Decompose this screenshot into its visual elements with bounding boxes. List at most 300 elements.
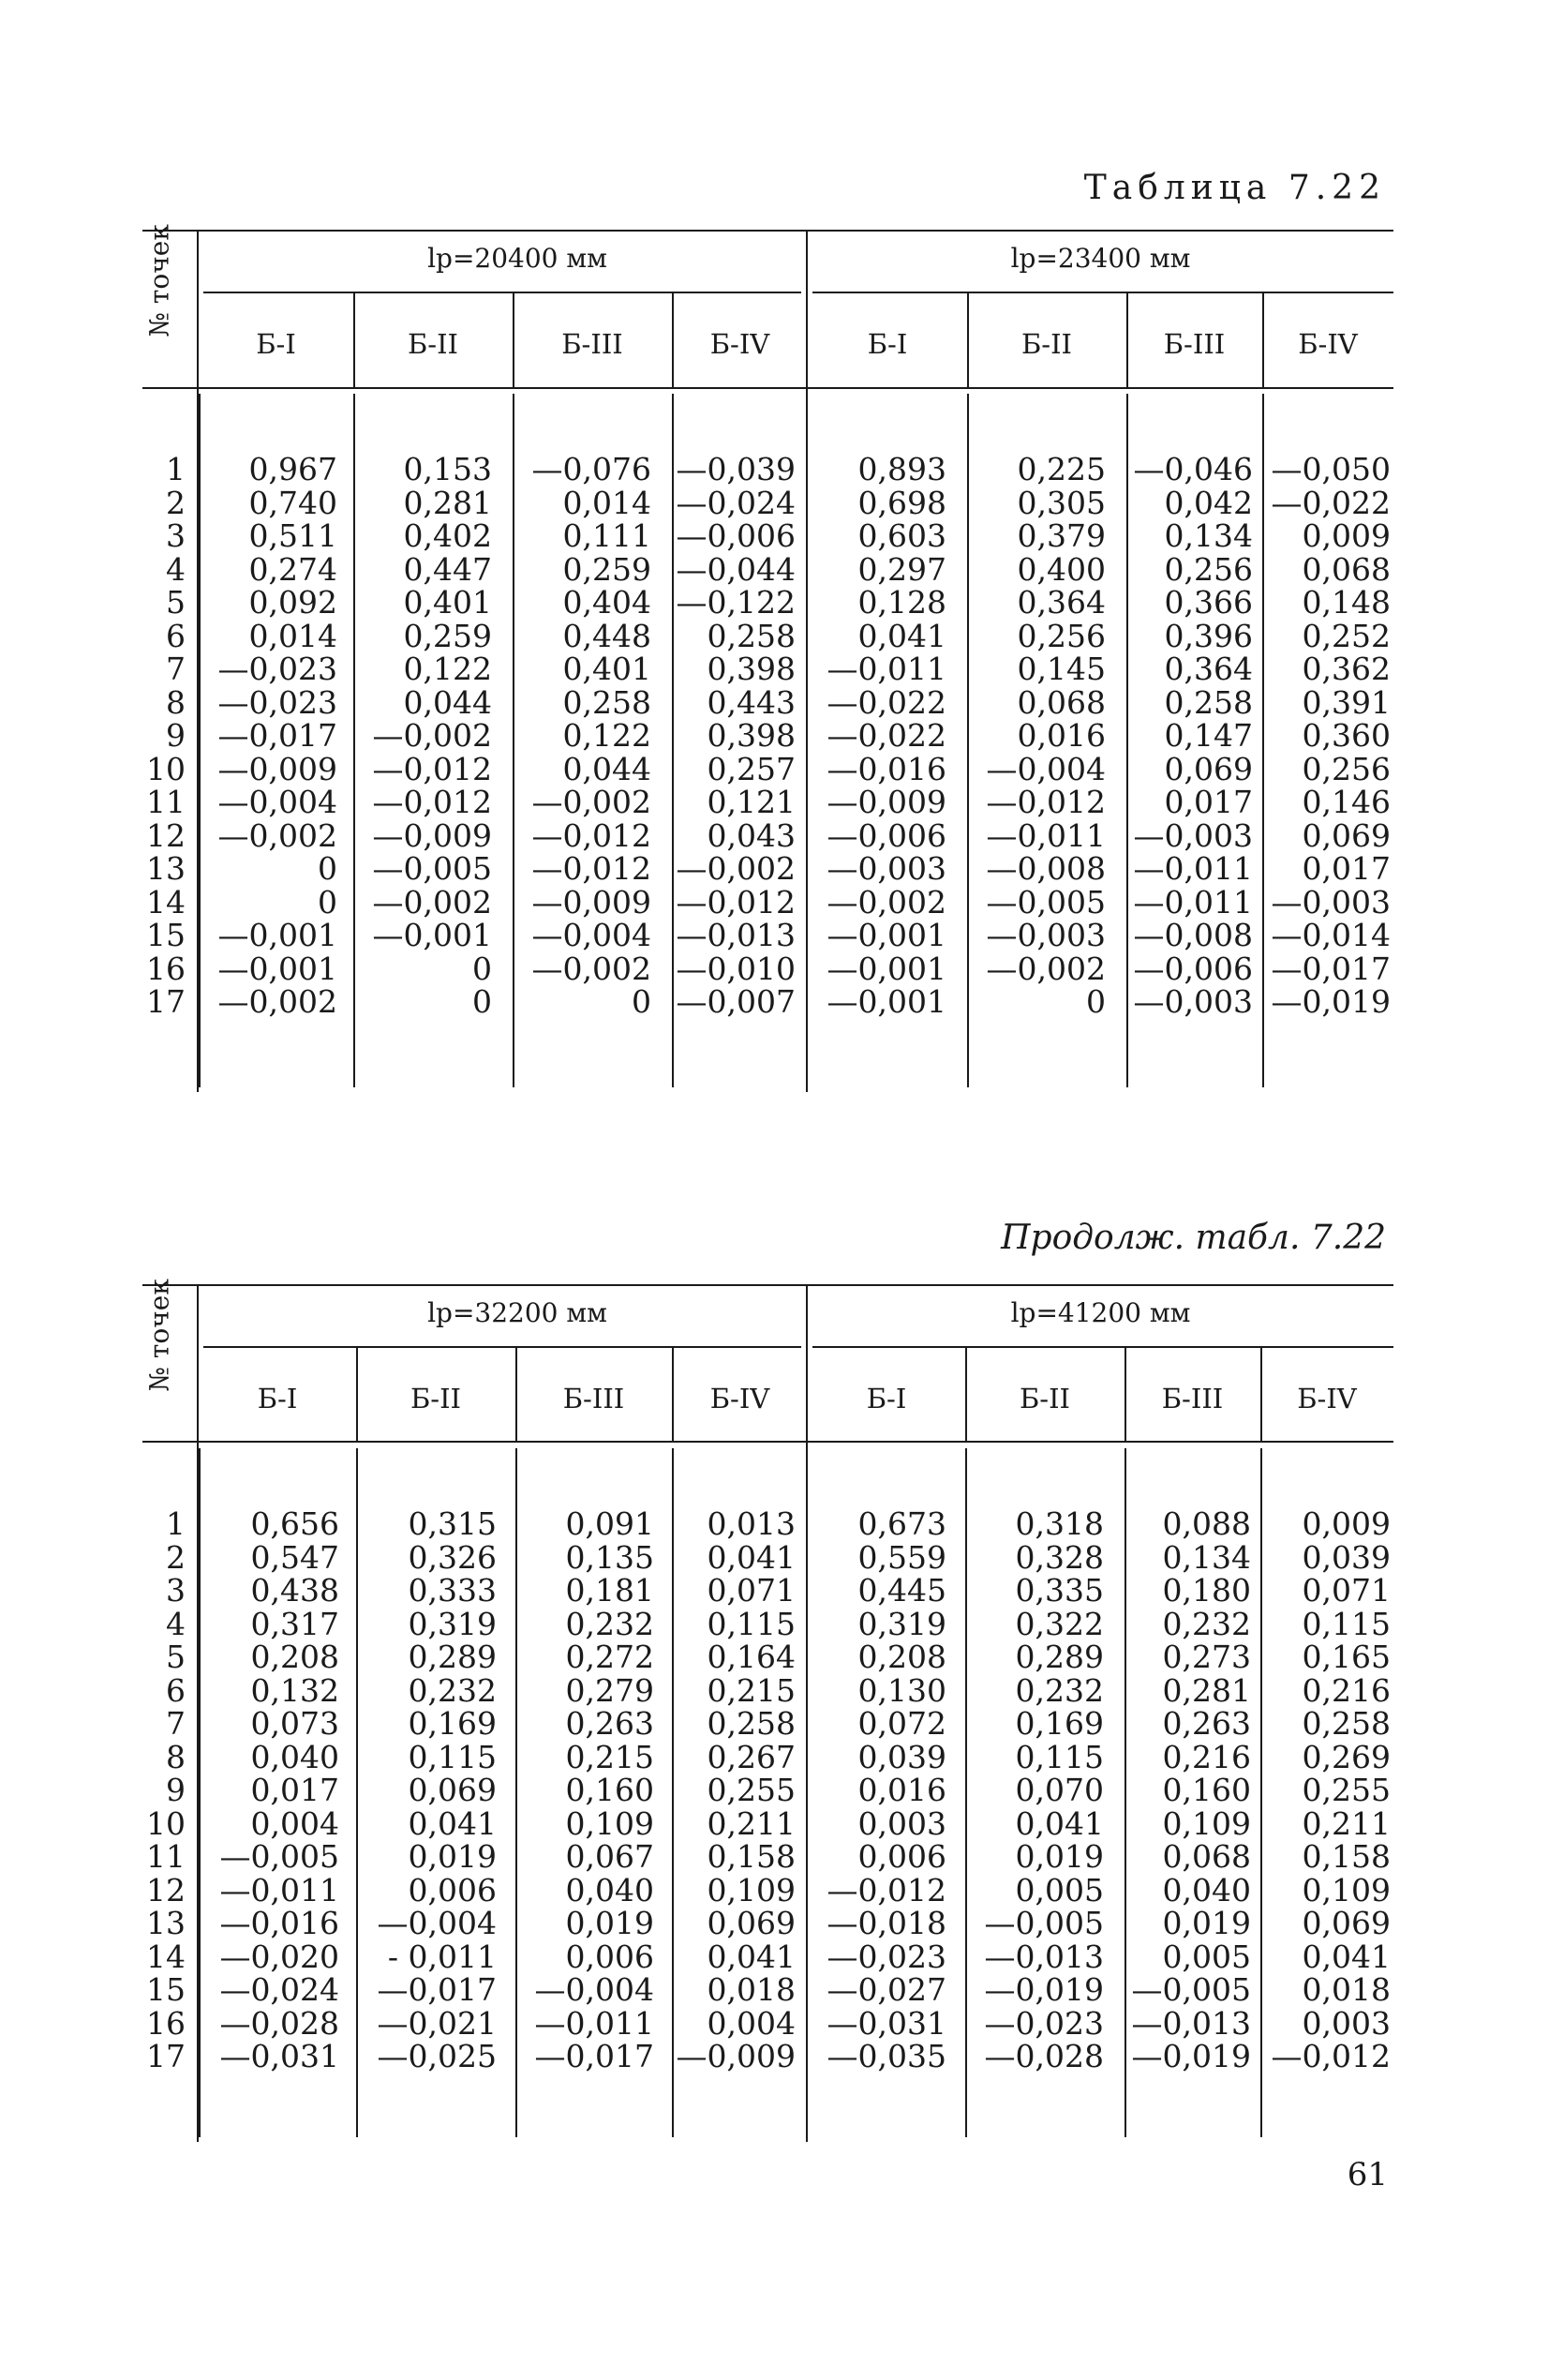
table-cell: —0,019 [1131, 2038, 1251, 2074]
table-cell: 0,404 [562, 584, 651, 621]
table-cell: —0,017 [1271, 950, 1391, 987]
table-cell: 0,232 [408, 1671, 497, 1709]
table-cell: 0,109 [1162, 1804, 1251, 1842]
value-column [199, 1507, 339, 2073]
table-cell: 0,017 [1164, 784, 1253, 820]
row-number: 3 [166, 1572, 186, 1609]
table-cell: —0,009 [676, 2038, 796, 2074]
table-cell: 0,893 [857, 451, 946, 487]
table-cell: 0,070 [1015, 1772, 1104, 1808]
table-cell: —0,013 [676, 917, 796, 953]
column-header: Б-II [410, 1383, 462, 1415]
table-cell: 0,326 [408, 1538, 497, 1576]
table-cell: 0,069 [408, 1772, 497, 1808]
table-cell: —0,002 [827, 883, 946, 921]
table-cell: —0,012 [372, 784, 492, 820]
row-number: 14 [146, 1938, 186, 1975]
table-cell: 0,040 [250, 1738, 339, 1775]
table-cell: —0,122 [676, 584, 796, 621]
table-cell: —0,002 [217, 983, 337, 1020]
value-column [513, 453, 651, 1019]
table-cell: 0,547 [250, 1538, 339, 1576]
table-cell: 0,400 [1017, 550, 1106, 588]
table-cell: 0,603 [857, 517, 946, 554]
table-cell: —0,011 [986, 816, 1106, 854]
table-cell: —0,002 [531, 784, 651, 820]
row-number: 1 [166, 1505, 186, 1542]
row-number: 7 [166, 651, 186, 687]
table-cell: 0,068 [1302, 550, 1391, 588]
table-cell: —0,016 [219, 1905, 339, 1941]
table-cell: 0,004 [250, 1804, 339, 1842]
row-number: 8 [166, 1738, 186, 1775]
table-caption: Таблица 7.22 [1083, 169, 1386, 207]
table-cell: 0,398 [707, 651, 796, 687]
table-cell: —0,005 [372, 850, 492, 887]
table-cell: 0,013 [707, 1505, 796, 1542]
table-cell: 0,003 [1302, 2004, 1391, 2042]
table-cell: 0,018 [1302, 1971, 1391, 2008]
table-cell: —0,022 [827, 717, 946, 754]
table-cell: —0,004 [986, 750, 1106, 787]
table-cell: 0,069 [1302, 1905, 1391, 1941]
table-cell: 0,256 [1302, 750, 1391, 787]
table-cell: —0,044 [676, 550, 796, 588]
table-cell: 0,122 [403, 651, 492, 687]
table-cell: 0,091 [565, 1505, 654, 1542]
table-cell: —0,003 [1271, 883, 1391, 921]
table-cell: 0,225 [1017, 451, 1106, 487]
table-cell: 0,180 [1162, 1572, 1251, 1609]
table-cell: 0,364 [1017, 584, 1106, 621]
table-cell: 0,258 [562, 683, 651, 721]
table-cell: —0,004 [217, 784, 337, 820]
row-number-column [142, 1507, 186, 2073]
table-cell: 0,069 [707, 1905, 796, 1941]
data-table [142, 224, 1393, 1092]
table-cell: —0,002 [372, 717, 492, 754]
row-number: 6 [166, 1671, 186, 1709]
table-cell: 0,016 [857, 1772, 946, 1808]
group-header: lр=32200 мм [427, 1297, 607, 1328]
table-cell: —0,001 [217, 950, 337, 987]
table-cell: 0,005 [1015, 1871, 1104, 1908]
table-cell: 0,396 [1164, 617, 1253, 654]
table-cell: 0 [472, 950, 492, 987]
column-header: Б-I [257, 1383, 298, 1415]
table-cell: 0,315 [408, 1505, 497, 1542]
table-cell: 0,115 [408, 1738, 497, 1775]
table-cell: —0,002 [986, 950, 1106, 987]
row-number: 15 [146, 917, 186, 953]
table-cell: 0,398 [707, 717, 796, 754]
table-cell: —0,035 [827, 2038, 946, 2074]
table-cell: 0,043 [707, 816, 796, 854]
table-cell: 0,160 [1162, 1772, 1251, 1808]
row-number: 9 [166, 1772, 186, 1808]
table-cell: 0,273 [1162, 1639, 1251, 1675]
table-cell: 0,148 [1302, 584, 1391, 621]
row-number: 6 [166, 617, 186, 654]
column-header: Б-IV [709, 328, 770, 360]
table-cell: 0,215 [707, 1671, 796, 1709]
table-cell: 0,153 [403, 451, 492, 487]
table-cell: —0,006 [676, 517, 796, 554]
table-cell: 0,274 [248, 550, 337, 588]
table-cell: 0,211 [1302, 1804, 1391, 1842]
table-cell: —0,011 [219, 1871, 339, 1908]
table-cell: —0,007 [676, 983, 796, 1020]
table-cell: 0,208 [857, 1639, 946, 1675]
table-cell: 0,040 [565, 1871, 654, 1908]
table-cell: 0,019 [1015, 1838, 1104, 1875]
column-header: Б-IV [1298, 328, 1358, 360]
value-column [1262, 453, 1391, 1019]
table-cell: —0,005 [986, 883, 1106, 921]
table-cell: 0,132 [250, 1671, 339, 1709]
table-cell: —0,002 [372, 883, 492, 921]
table-cell: —0,025 [377, 2038, 497, 2074]
table-cell: 0,259 [403, 617, 492, 654]
table-cell: 0,006 [408, 1871, 497, 1908]
table-cell: —0,003 [1133, 816, 1253, 854]
table-cell: 0,258 [1164, 683, 1253, 721]
row-number: 11 [146, 784, 186, 820]
table-cell: —0,022 [1271, 484, 1391, 521]
table-cell: 0,005 [1162, 1938, 1251, 1975]
table-cell: 0,018 [707, 1971, 796, 2008]
table-cell: 0,673 [857, 1505, 946, 1542]
row-header: № точек [143, 224, 175, 337]
column-header: Б-I [256, 328, 296, 360]
table-cell: 0,004 [707, 2004, 796, 2042]
table-cell: 0,215 [565, 1738, 654, 1775]
table-cell: 0,445 [857, 1572, 946, 1609]
row-number: 2 [166, 484, 186, 521]
table-cell: 0,146 [1302, 784, 1391, 820]
table-cell: —0,009 [827, 784, 946, 820]
table-cell: 0,232 [565, 1605, 654, 1642]
table-cell: 0,208 [250, 1639, 339, 1675]
table-cell: —0,013 [1131, 2004, 1251, 2042]
table-cell: 0,443 [707, 683, 796, 721]
table-cell: —0,008 [1133, 917, 1253, 953]
table-cell: 0,115 [1302, 1605, 1391, 1642]
table-cell: 0,362 [1302, 651, 1391, 687]
table-cell: —0,017 [534, 2038, 654, 2074]
table-cell: 0,252 [1302, 617, 1391, 654]
row-number: 9 [166, 717, 186, 754]
table-cell: —0,011 [1133, 883, 1253, 921]
table-cell: 0,257 [707, 750, 796, 787]
table-cell: 0 [318, 850, 337, 887]
table-cell: 0,259 [562, 550, 651, 588]
data-table [142, 1279, 1393, 2142]
column-header: Б-III [1163, 328, 1226, 360]
table-cell: 0,006 [857, 1838, 946, 1875]
table-cell: 0,169 [1015, 1705, 1104, 1742]
table-cell: —0,012 [372, 750, 492, 787]
table-cell: 0,109 [707, 1871, 796, 1908]
row-header: № точек [143, 1279, 175, 1392]
table-cell: —0,011 [1133, 850, 1253, 887]
table-cell: 0,211 [707, 1804, 796, 1842]
table-cell: 0,232 [1015, 1671, 1104, 1709]
table-cell: 0,289 [408, 1639, 497, 1675]
table-cell: 0,019 [1162, 1905, 1251, 1941]
table-cell: —0,005 [984, 1905, 1104, 1941]
table-cell: —0,003 [1133, 983, 1253, 1020]
row-number: 7 [166, 1705, 186, 1742]
row-number: 2 [166, 1538, 186, 1576]
table-cell: 0,297 [857, 550, 946, 588]
table-cell: 0,128 [857, 584, 946, 621]
table-cell: —0,001 [217, 917, 337, 953]
table-cell: 0,122 [562, 717, 651, 754]
row-number: 13 [146, 1905, 186, 1941]
table-cell: 0,698 [857, 484, 946, 521]
table-cell: —0,017 [217, 717, 337, 754]
table-cell: —0,012 [531, 816, 651, 854]
row-number: 10 [146, 1804, 186, 1842]
table-cell: 0,401 [562, 651, 651, 687]
table-cell: 0,269 [1302, 1738, 1391, 1775]
value-column [1260, 1507, 1391, 2073]
column-header: Б-II [1020, 328, 1073, 360]
row-number: 3 [166, 517, 186, 554]
table-cell: —0,005 [1131, 1971, 1251, 2008]
table-cell: 0,071 [707, 1572, 796, 1609]
value-column [808, 1507, 946, 2073]
table-cell: 0,364 [1164, 651, 1253, 687]
column-header: Б-I [867, 328, 908, 360]
row-number: 10 [146, 750, 186, 787]
table-cell: 0,258 [1302, 1705, 1391, 1742]
table-cell: 0,164 [707, 1639, 796, 1675]
table-cell: —0,005 [219, 1838, 339, 1875]
table-cell: 0,111 [562, 517, 651, 554]
table-cell: 0,039 [857, 1738, 946, 1775]
table-cell: 0,511 [248, 517, 337, 554]
table-cell: 0,109 [1302, 1871, 1391, 1908]
table-cell: —0,016 [827, 750, 946, 787]
table-cell: 0,016 [1017, 717, 1106, 754]
row-number: 15 [146, 1971, 186, 2008]
table-cell: 0,319 [857, 1605, 946, 1642]
table-cell: 0,379 [1017, 517, 1106, 554]
row-number: 4 [166, 1605, 186, 1642]
table-cell: —0,027 [827, 1971, 946, 2008]
table-cell: 0,145 [1017, 651, 1106, 687]
table-cell: —0,046 [1133, 451, 1253, 487]
row-number-column [142, 453, 186, 1019]
table-cell: 0,003 [857, 1804, 946, 1842]
table-cell: 0,335 [1015, 1572, 1104, 1609]
table-cell: —0,023 [217, 683, 337, 721]
table-cell: 0,134 [1164, 517, 1253, 554]
table-cell: 0,042 [1164, 484, 1253, 521]
table-cell: 0,115 [707, 1605, 796, 1642]
table-cell: 0,121 [707, 784, 796, 820]
value-column [353, 453, 492, 1019]
value-column [1125, 1507, 1251, 2073]
table-cell: 0,448 [562, 617, 651, 654]
value-column [672, 453, 796, 1019]
column-header: Б-II [407, 328, 459, 360]
table-cell: 0,041 [857, 617, 946, 654]
table-cell: 0 [1086, 983, 1106, 1020]
table-cell: 0,263 [565, 1705, 654, 1742]
table-cell: 0,317 [250, 1605, 339, 1642]
table-cell: 0,158 [1302, 1838, 1391, 1875]
table-cell: —0,002 [531, 950, 651, 987]
table-cell: 0,263 [1162, 1705, 1251, 1742]
table-cell: —0,011 [534, 2004, 654, 2042]
group-header: lр=41200 мм [1010, 1297, 1191, 1328]
table-cell: 0,559 [857, 1538, 946, 1576]
table-cell: 0,019 [408, 1838, 497, 1875]
table-cell: —0,009 [217, 750, 337, 787]
table-caption: Продолж. табл. 7.22 [1001, 1219, 1386, 1257]
column-header: Б-III [1161, 1383, 1224, 1415]
table-cell: 0,258 [707, 1705, 796, 1742]
table-cell: —0,021 [377, 2004, 497, 2042]
table-cell: 0,279 [565, 1671, 654, 1709]
table-cell: —0,006 [1133, 950, 1253, 987]
row-number: 5 [166, 1639, 186, 1675]
table-cell: 0,318 [1015, 1505, 1104, 1542]
table-cell: 0,281 [1162, 1671, 1251, 1709]
table-cell: 0,017 [1302, 850, 1391, 887]
row-number: 8 [166, 683, 186, 721]
table-cell: —0,011 [827, 651, 946, 687]
table-cell: 0,967 [248, 451, 337, 487]
table-cell: 0,130 [857, 1671, 946, 1709]
table-cell: - 0,011 [387, 1938, 497, 1975]
table-cell: 0,169 [408, 1705, 497, 1742]
table-cell: —0,010 [676, 950, 796, 987]
table-cell: 0,402 [403, 517, 492, 554]
table-cell: 0,009 [1302, 1505, 1391, 1542]
column-header: Б-III [561, 328, 623, 360]
table-cell: —0,004 [531, 917, 651, 953]
table-cell: 0,333 [408, 1572, 497, 1609]
table-cell: 0,041 [408, 1804, 497, 1842]
row-number: 17 [146, 2038, 186, 2074]
column-header: Б-IV [709, 1383, 770, 1415]
value-column [1126, 453, 1253, 1019]
table-cell: 0,092 [248, 584, 337, 621]
group-header: lр=23400 мм [1010, 243, 1191, 274]
table-cell: 0,258 [707, 617, 796, 654]
table-cell: —0,028 [984, 2038, 1104, 2074]
value-column [199, 453, 337, 1019]
table-cell: —0,004 [534, 1971, 654, 2008]
table-cell: 0,256 [1164, 550, 1253, 588]
table-cell: 0,328 [1015, 1538, 1104, 1576]
table-cell: —0,001 [827, 917, 946, 953]
table-cell: —0,019 [1271, 983, 1391, 1020]
table-cell: 0,109 [565, 1804, 654, 1842]
table-cell: —0,018 [827, 1905, 946, 1941]
table-cell: —0,002 [217, 816, 337, 854]
value-column [967, 453, 1106, 1019]
row-number: 12 [146, 1871, 186, 1908]
row-number: 17 [146, 983, 186, 1020]
table-cell: —0,003 [986, 917, 1106, 953]
table-cell: 0,071 [1302, 1572, 1391, 1609]
table-cell: 0,438 [250, 1572, 339, 1609]
row-number: 1 [166, 451, 186, 487]
table-cell: 0,014 [562, 484, 651, 521]
table-cell: 0,267 [707, 1738, 796, 1775]
table-cell: 0,181 [565, 1572, 654, 1609]
table-cell: 0,068 [1017, 683, 1106, 721]
table-cell: 0,069 [1302, 816, 1391, 854]
table-cell: 0,041 [1015, 1804, 1104, 1842]
table-cell: 0,134 [1162, 1538, 1251, 1576]
table-cell: 0,115 [1015, 1738, 1104, 1775]
table-cell: —0,023 [217, 651, 337, 687]
table-cell: 0,305 [1017, 484, 1106, 521]
table-cell: 0,740 [248, 484, 337, 521]
table-cell: —0,076 [531, 451, 651, 487]
table-cell: —0,031 [827, 2004, 946, 2042]
table-cell: 0,165 [1302, 1639, 1391, 1675]
table-cell: —0,001 [827, 950, 946, 987]
row-number: 12 [146, 816, 186, 854]
table-cell: 0,391 [1302, 683, 1391, 721]
row-number: 13 [146, 850, 186, 887]
table-cell: 0,401 [403, 584, 492, 621]
table-cell: —0,002 [676, 850, 796, 887]
table-cell: 0,044 [403, 683, 492, 721]
table-cell: 0,069 [1164, 750, 1253, 787]
table-cell: —0,004 [377, 1905, 497, 1941]
table-cell: 0 [318, 883, 337, 921]
table-cell: 0,017 [250, 1772, 339, 1808]
column-header: Б-I [866, 1383, 907, 1415]
table-cell: —0,017 [377, 1971, 497, 2008]
column-header: Б-III [562, 1383, 625, 1415]
table-cell: 0,272 [565, 1639, 654, 1675]
table-cell: —0,012 [531, 850, 651, 887]
table-cell: 0,216 [1162, 1738, 1251, 1775]
table-cell: 0,447 [403, 550, 492, 588]
table-cell: 0,014 [248, 617, 337, 654]
table-cell: 0,289 [1015, 1639, 1104, 1675]
table-cell: —0,008 [986, 850, 1106, 887]
row-number: 5 [166, 584, 186, 621]
table-cell: 0,147 [1164, 717, 1253, 754]
table-cell: —0,001 [827, 983, 946, 1020]
table-cell: 0,088 [1162, 1505, 1251, 1542]
table-cell: 0,281 [403, 484, 492, 521]
table-cell: 0,319 [408, 1605, 497, 1642]
table-cell: —0,028 [219, 2004, 339, 2042]
table-cell: 0,232 [1162, 1605, 1251, 1642]
value-column [672, 1507, 796, 2073]
table-cell: 0,072 [857, 1705, 946, 1742]
table-cell: —0,006 [827, 816, 946, 854]
value-column [965, 1507, 1104, 2073]
table-cell: 0,044 [562, 750, 651, 787]
table-cell: —0,014 [1271, 917, 1391, 953]
table-cell: 0,656 [250, 1505, 339, 1542]
table-cell: —0,009 [531, 883, 651, 921]
table-cell: 0,322 [1015, 1605, 1104, 1642]
table-cell: 0,216 [1302, 1671, 1391, 1709]
